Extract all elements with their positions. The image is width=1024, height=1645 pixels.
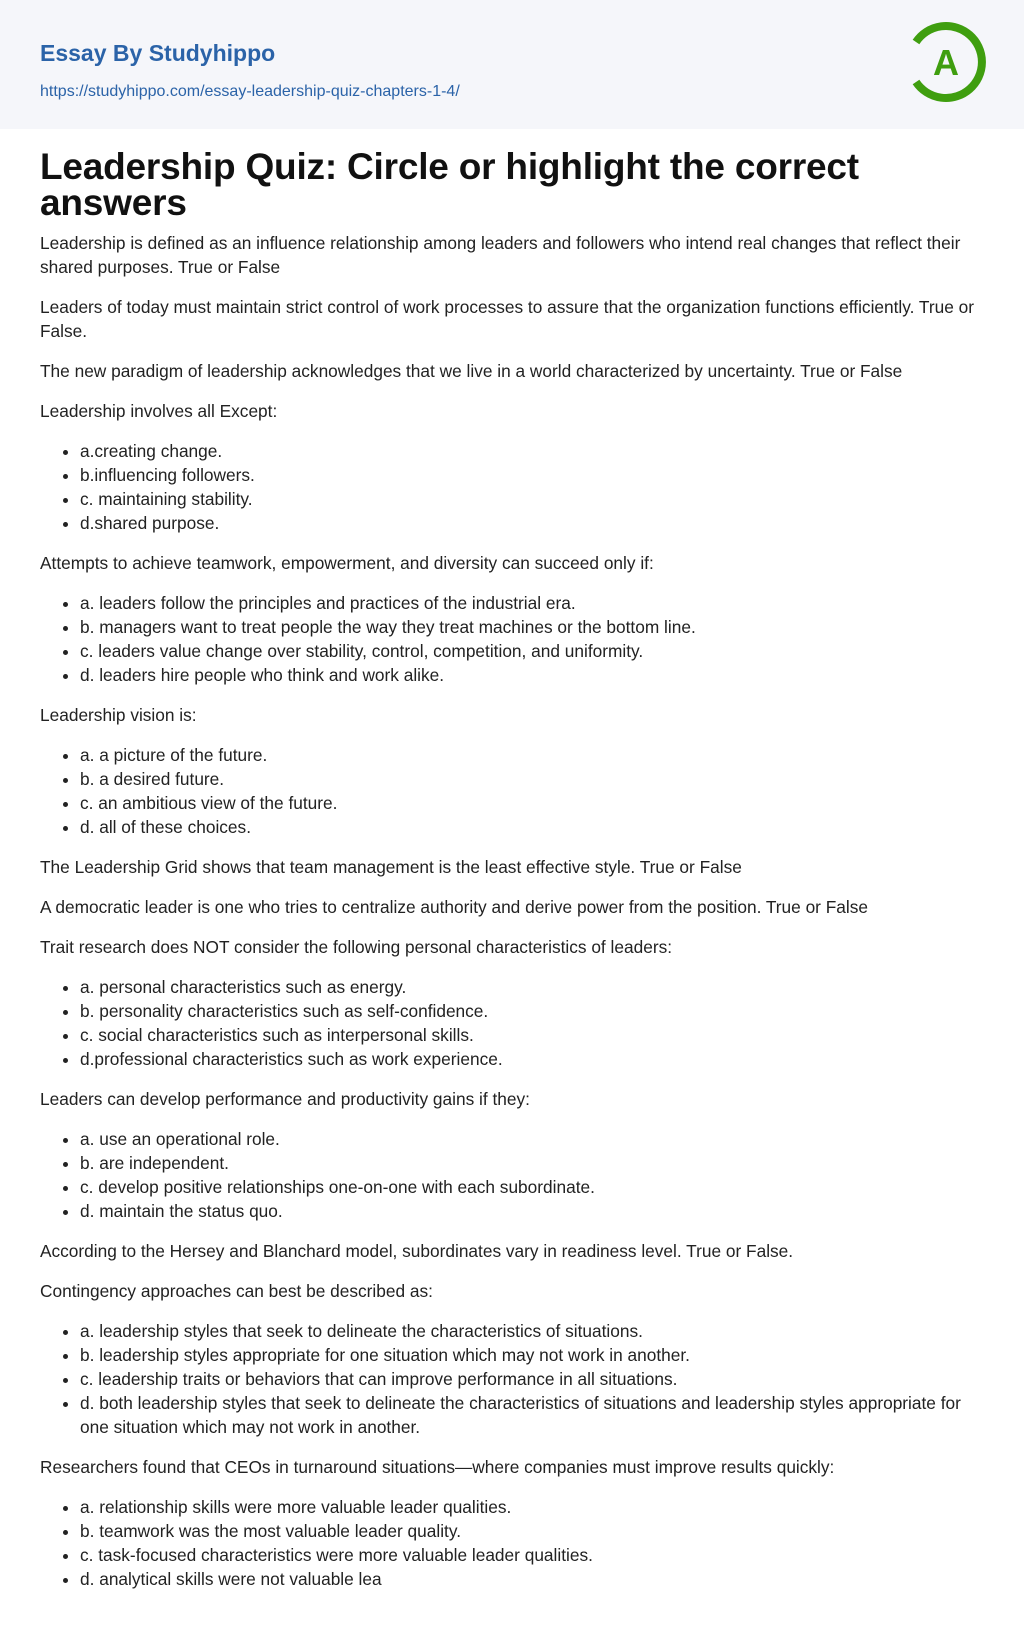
svg-text:A: A — [933, 42, 959, 83]
question-paragraph: A democratic leader is one who tries to centralize authority and derive power from the position. True or False — [40, 897, 868, 917]
question-paragraph: Leaders can develop performance and productivity gains if they: — [40, 1089, 530, 1109]
question-paragraph: According to the Hersey and Blanchard model, subordinates vary in readiness level. True or False. — [40, 1241, 794, 1261]
answer-option: • a. use an operational role. — [80, 1127, 984, 1151]
site-header — [0, 0, 1024, 129]
brand-title: Essay By Studyhippo — [40, 40, 276, 66]
question-paragraph: Leadership is defined as an influence relationship among leaders and followers who intend real changes that reflect their shared purposes. True or False — [40, 233, 961, 277]
answer-option: • b. leadership styles appropriate for one situation which may not work in another. — [80, 1343, 984, 1367]
answer-option: • c. leadership traits or behaviors that can improve performance in all situations. — [80, 1367, 984, 1391]
answer-option: • a. personal characteristics such as energy. — [80, 975, 984, 999]
answer-option: • b. teamwork was the most valuable leader quality. — [80, 1519, 984, 1543]
answer-option: • d.professional characteristics such as work experience. — [80, 1047, 984, 1071]
answer-options-list — [80, 743, 984, 839]
question-paragraph: The new paradigm of leadership acknowledges that we live in a world characterized by uncertainty. True or False — [40, 361, 903, 381]
answer-option: • c. leaders value change over stability, control, competition, and uniformity. — [80, 639, 984, 663]
question-paragraph: The Leadership Grid shows that team management is the least effective style. True or False — [40, 857, 742, 877]
answer-options-list — [80, 591, 984, 687]
answer-options-list — [80, 1495, 984, 1591]
answer-option: • b.influencing followers. — [80, 463, 984, 487]
answer-option: • b. are independent. — [80, 1151, 984, 1175]
question-paragraph: Attempts to achieve teamwork, empowerment, and diversity can succeed only if: — [40, 553, 654, 573]
answer-options-list — [80, 975, 984, 1071]
answer-option: • d. leaders hire people who think and work alike. — [80, 663, 984, 687]
answer-option: • c. develop positive relationships one-on-one with each subordinate. — [80, 1175, 984, 1199]
answer-option: • a. leaders follow the principles and practices of the industrial era. — [80, 591, 984, 615]
essay-url-link[interactable]: https://studyhippo.com/essay-leadership-quiz-chapters-1-4/ — [40, 83, 460, 100]
answer-option: • d. all of these choices. — [80, 815, 984, 839]
answer-option: • b. managers want to treat people the way they treat machines or the bottom line. — [80, 615, 984, 639]
essay-content — [0, 129, 1024, 1591]
answer-option: • a. a picture of the future. — [80, 743, 984, 767]
answer-option: • b. personality characteristics such as self-confidence. — [80, 999, 984, 1023]
answer-option: • d. maintain the status quo. — [80, 1199, 984, 1223]
answer-option: • b. a desired future. — [80, 767, 984, 791]
studyhippo-logo-icon — [904, 20, 988, 104]
question-paragraph: Leadership involves all Except: — [40, 401, 278, 421]
answer-options-list — [80, 1127, 984, 1223]
answer-option: • c. task-focused characteristics were more valuable leader qualities. — [80, 1543, 984, 1567]
question-paragraph: Researchers found that CEOs in turnaround situations—where companies must improve results quickly: — [40, 1457, 835, 1477]
answer-option: • c. social characteristics such as interpersonal skills. — [80, 1023, 984, 1047]
answer-option: • a. leadership styles that seek to delineate the characteristics of situations. — [80, 1319, 984, 1343]
answer-option: • a.creating change. — [80, 439, 984, 463]
answer-option: • d. analytical skills were not valuable lea — [80, 1567, 984, 1591]
page-title: Leadership Quiz: Circle or highlight the correct answers — [40, 146, 859, 223]
question-paragraph: Leaders of today must maintain strict control of work processes to assure that the organization functions efficiently. True or False. — [40, 297, 974, 341]
answer-option: • d. both leadership styles that seek to delineate the characteristics of situations and leadership styles appropriate for one situation which may not work in another. — [80, 1391, 984, 1439]
answer-option: • c. maintaining stability. — [80, 487, 984, 511]
essay-body — [40, 231, 984, 1591]
answer-option: • d.shared purpose. — [80, 511, 984, 535]
answer-options-list — [80, 439, 984, 535]
question-paragraph: Trait research does NOT consider the following personal characteristics of leaders: — [40, 937, 673, 957]
answer-options-list — [80, 1319, 984, 1439]
answer-option: • a. relationship skills were more valuable leader qualities. — [80, 1495, 984, 1519]
question-paragraph: Leadership vision is: — [40, 705, 197, 725]
question-paragraph: Contingency approaches can best be described as: — [40, 1281, 433, 1301]
answer-option: • c. an ambitious view of the future. — [80, 791, 984, 815]
